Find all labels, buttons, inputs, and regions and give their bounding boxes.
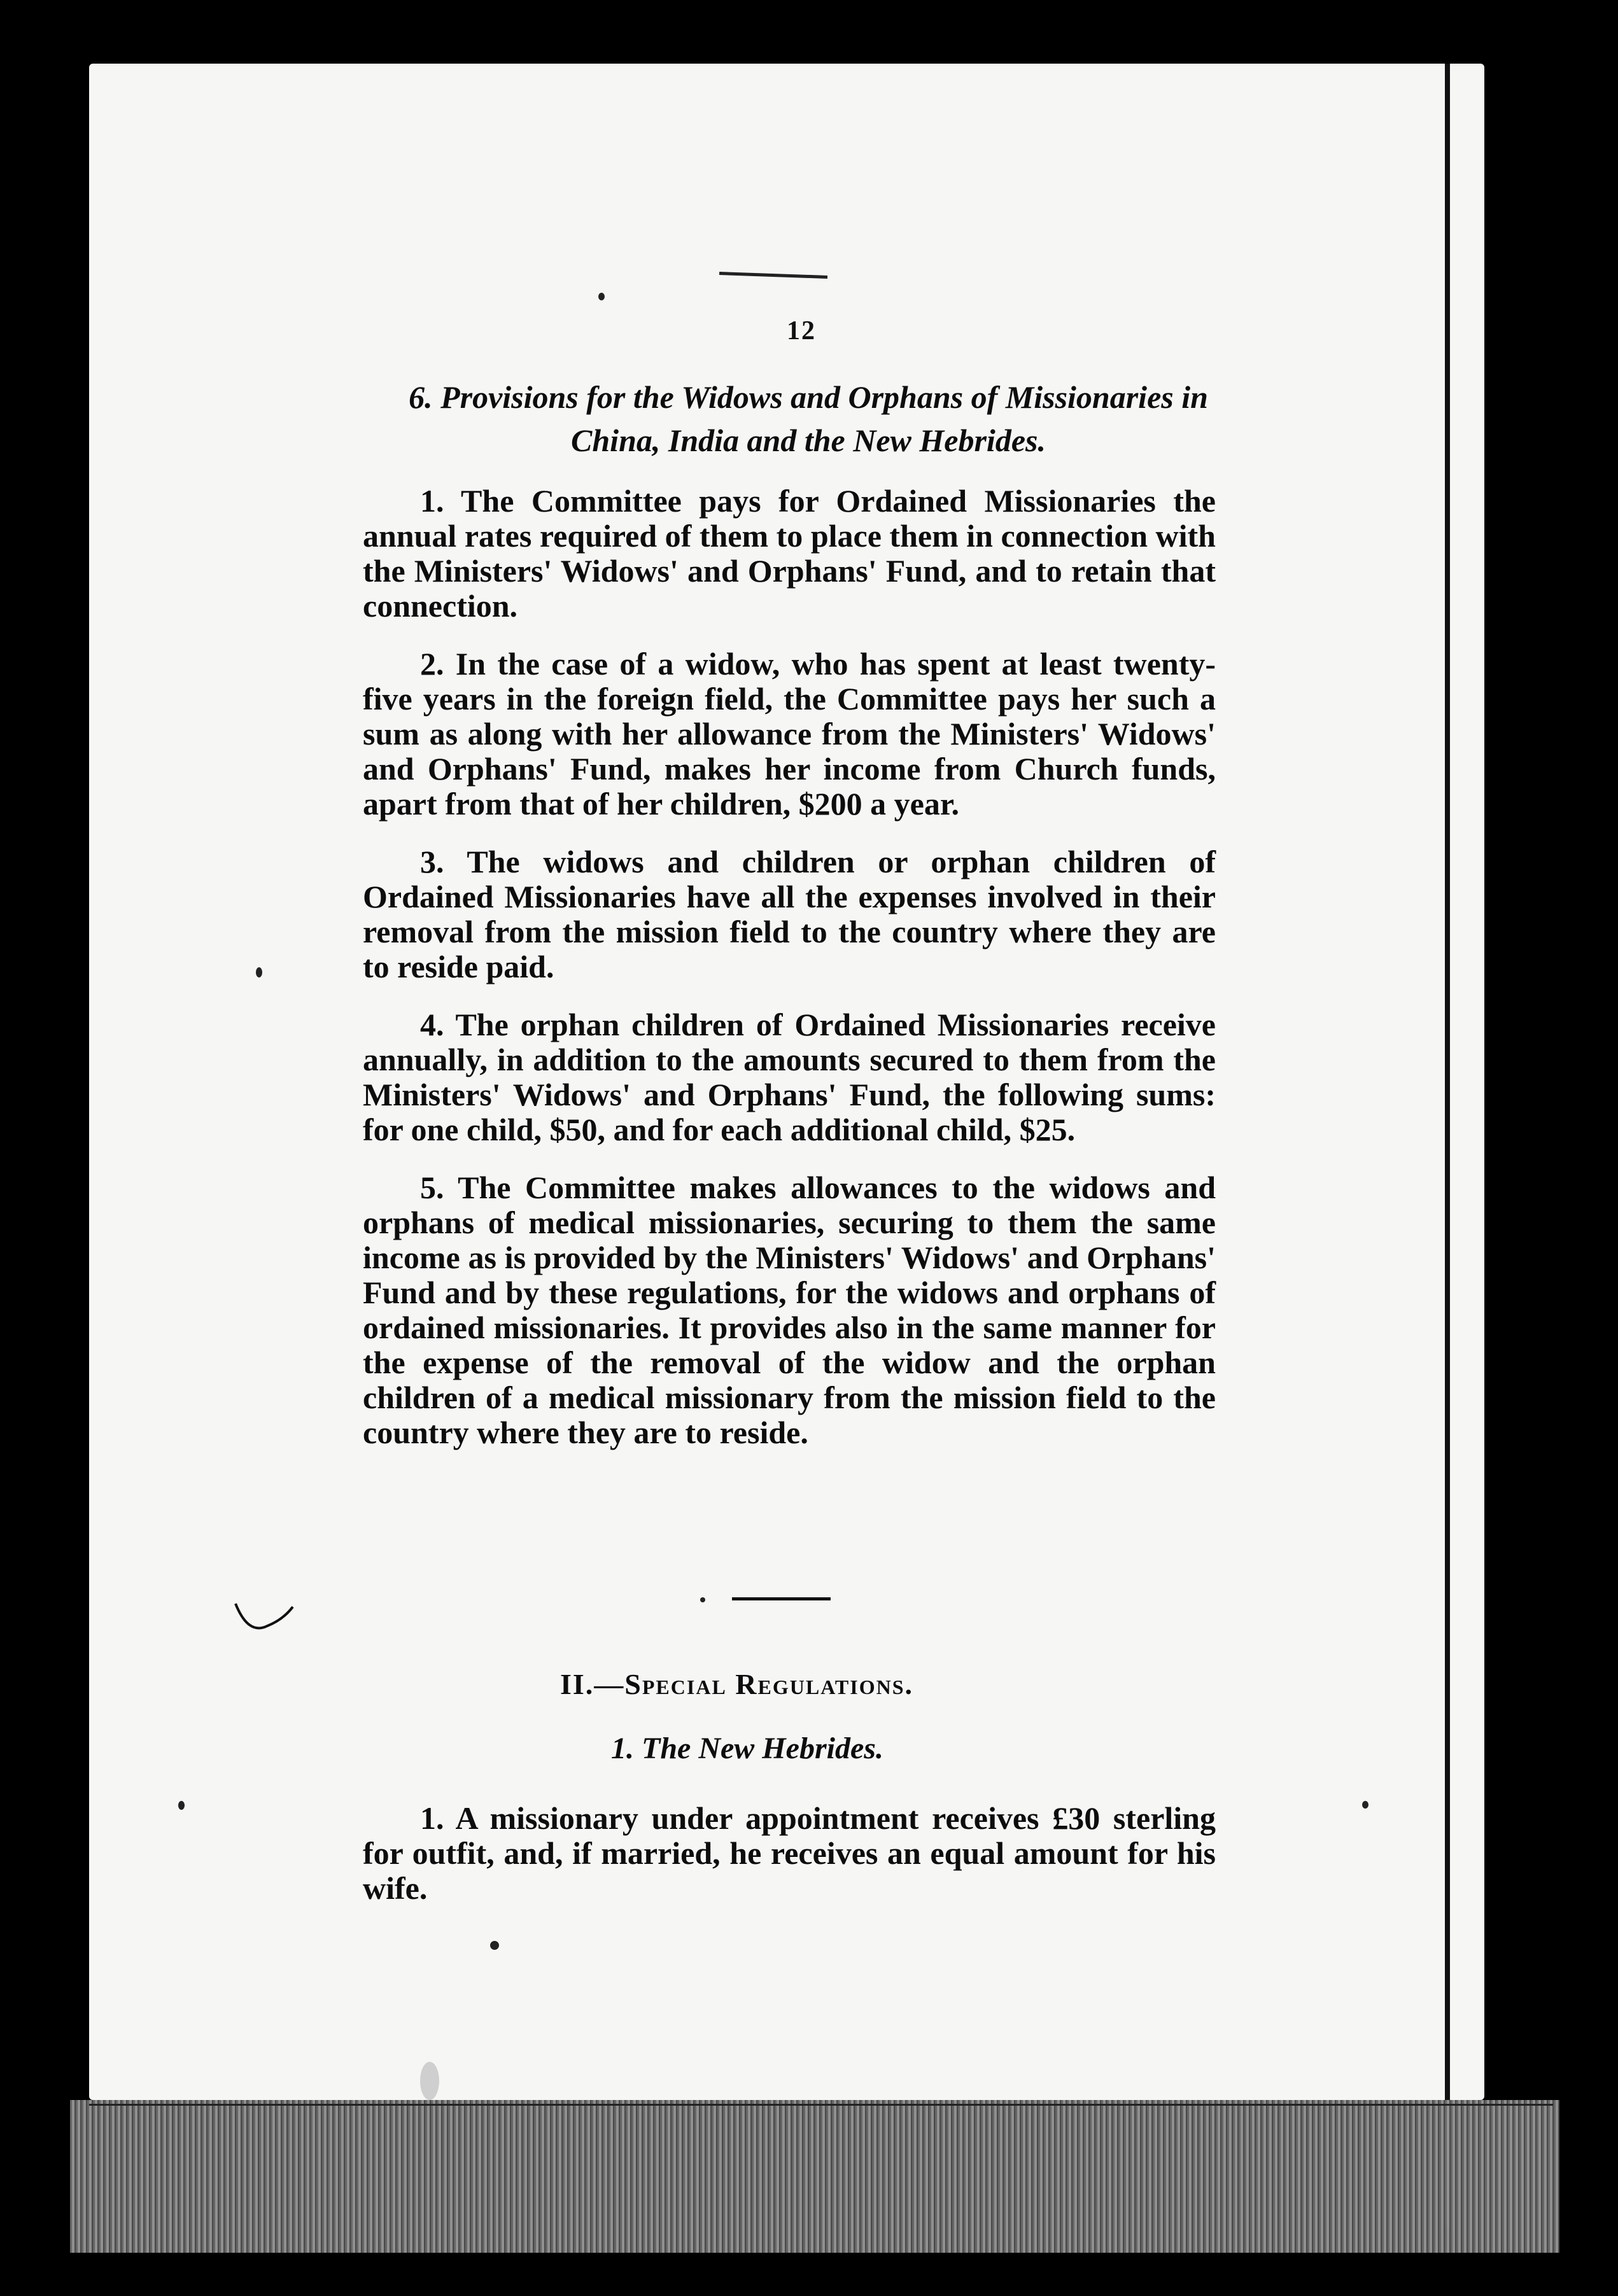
paragraph-4: 4. The orphan children of Ordained Missionaries receive annually, in addition to the amounts secured to them from the Ministers' Widows' and Orphans' Fund, the following sums: for one child, $50, and for each additional child, $25. [363, 1007, 1216, 1147]
section-heading: 6. Provisions for the Widows and Orphans of Missionaries in China, India and the New Hebrides. [409, 379, 1208, 458]
ink-speck [700, 1597, 705, 1602]
scan-border-noise [70, 2100, 1559, 2253]
section-divider [732, 1597, 831, 1600]
part-body [363, 1801, 1216, 1929]
ink-speck [598, 293, 605, 300]
paragraph-2: 2. In the case of a widow, who has spent at least twenty-five years in the foreign field, the Committee pays her such a sum as along with her allowance from the Ministers' Widows' and Orphans' Fund, makes her income from Church funds, apart from that of her children, $200 a year. [363, 646, 1216, 822]
section-body [363, 484, 1216, 1473]
ink-speck [178, 1801, 185, 1810]
paragraph-3: 3. The widows and children or orphan children of Ordained Missionaries have all the expenses involved in their removal from the mission field to the country where they are to reside paid. [363, 844, 1216, 984]
paragraph-5: 5. The Committee makes allowances to the widows and orphans of medical missionaries, securing to them the same income as is provided by the Ministers' Widows' and Orphans' Fund and by these regulations, for the widows and orphans of ordained missionaries. It provides also in the same manner for the expense of the removal of the widow and the orphan children of a medical missionary from the mission field to the country where they are to reside. [363, 1170, 1216, 1450]
page-edge-shadow [1445, 64, 1450, 2227]
page-number: 12 [787, 316, 816, 346]
ink-speck [490, 1941, 499, 1950]
sub-heading: 1. The New Hebrides. [611, 1732, 883, 1765]
part-heading: II.—Special Regulations. [560, 1668, 914, 1700]
page-bottom-line [89, 2104, 1553, 2106]
pencil-checkmark [229, 1591, 306, 1642]
ink-speck [256, 967, 262, 977]
smudge [420, 2062, 439, 2100]
ink-speck [1362, 1801, 1368, 1809]
paragraph-part-1: 1. A missionary under appointment receives £30 sterling for outfit, and, if married, he receives an equal amount for his wife. [363, 1800, 1216, 1906]
paragraph-1: 1. The Committee pays for Ordained Missionaries the annual rates required of them to place them in connection with the Ministers' Widows' and Orphans' Fund, and to retain that connection. [363, 483, 1216, 624]
